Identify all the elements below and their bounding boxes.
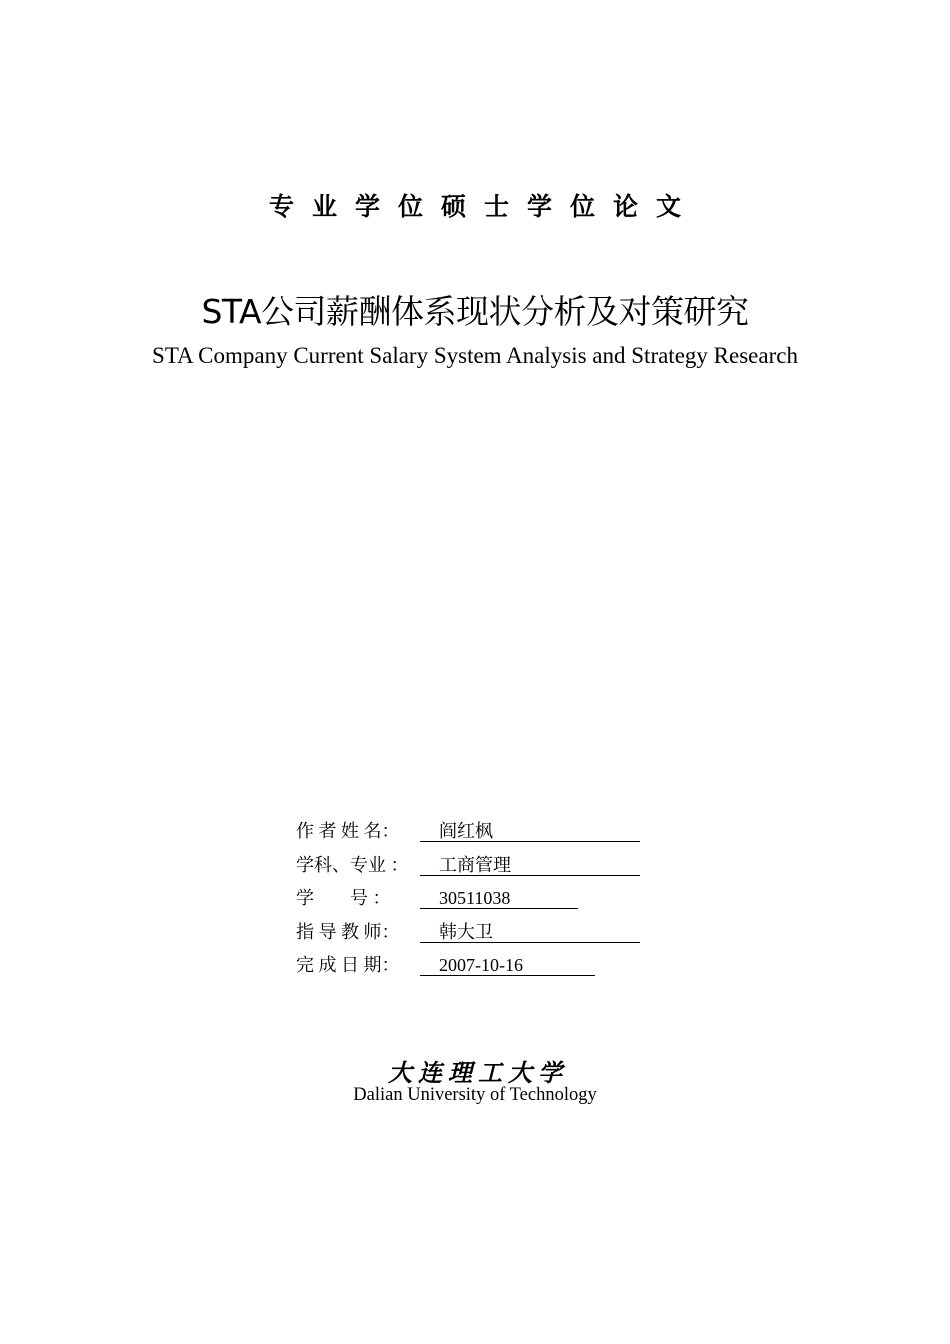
info-value-date: 2007-10-16 — [420, 955, 595, 976]
info-value-advisor: 韩大卫 — [420, 922, 640, 943]
info-row-author — [296, 818, 656, 852]
info-row-date — [296, 952, 656, 986]
info-value-major: 工商管理 — [420, 855, 640, 876]
info-label-advisor: 指 导 教 师： — [296, 921, 400, 942]
info-row-major — [296, 852, 656, 886]
info-row-advisor — [296, 919, 656, 953]
thesis-title-chinese: STA公司薪酬体系现状分析及对策研究 — [201, 292, 749, 331]
author-info-block — [296, 818, 656, 986]
degree-type-heading: 专业学位硕士学位论文 — [268, 194, 699, 221]
info-label-major: 学科、专业 ： — [296, 854, 409, 875]
info-value-student-id: 30511038 — [420, 888, 578, 909]
university-name-english: Dalian University of Technology — [353, 1085, 597, 1105]
info-value-author: 阎红枫 — [420, 821, 640, 842]
info-label-date: 完 成 日 期： — [296, 955, 400, 975]
info-label-author: 作 者 姓 名： — [296, 821, 400, 841]
university-name-chinese: 大连理工大学 — [388, 1061, 568, 1087]
info-label-student-id: 学 号 ： — [296, 888, 391, 908]
thesis-title-english: STA Company Current Salary System Analysis and Strategy Research — [152, 343, 798, 368]
info-row-student-id — [296, 885, 656, 919]
